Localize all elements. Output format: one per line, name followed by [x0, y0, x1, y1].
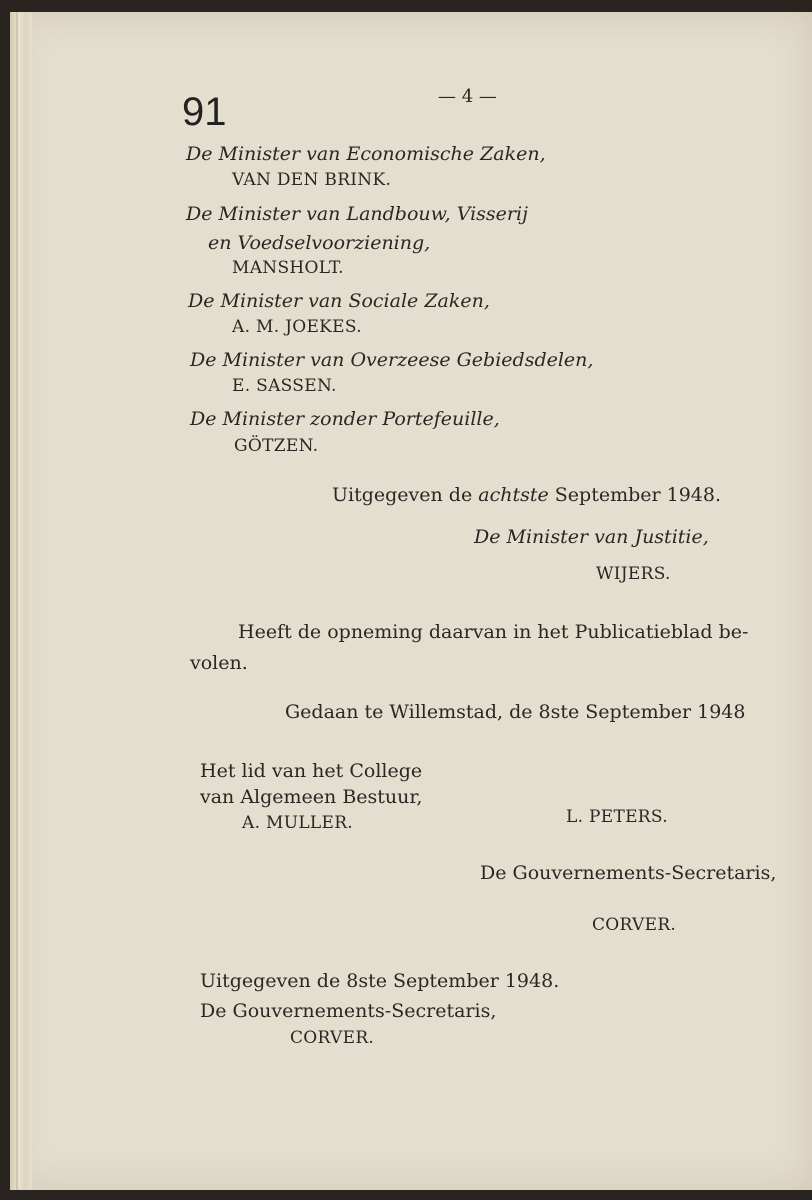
- minister-name-agriculture: MANSHOLT.: [232, 258, 344, 278]
- order-line-1: Heeft de opneming daarvan in het Publicatieblad be-: [238, 621, 749, 643]
- college-line-2: van Algemeen Bestuur,: [200, 786, 423, 808]
- issued-line: Uitgegeven de achtste September 1948.: [332, 484, 722, 506]
- done-at-line: Gedaan te Willemstad, de 8ste September 1948: [285, 701, 746, 723]
- minister-title-agriculture-cont: en Voedselvoorziening,: [208, 232, 431, 254]
- archive-number: 91: [182, 90, 227, 134]
- college-line-1: Het lid van het College: [200, 760, 423, 782]
- issued2-name: CORVER.: [290, 1028, 375, 1048]
- issued2-line-2: De Gouvernements-Secretaris,: [200, 1000, 497, 1022]
- minister-name-economic: VAN DEN BRINK.: [232, 170, 392, 190]
- minister-title-social: De Minister van Sociale Zaken,: [188, 290, 490, 312]
- minister-title-agriculture: De Minister van Landbouw, Visserij: [186, 203, 528, 225]
- college-name: A. MULLER.: [242, 813, 354, 833]
- second-signatory-name: L. PETERS.: [566, 807, 668, 827]
- minister-name-overseas: E. SASSEN.: [232, 376, 337, 396]
- order-line-2: volen.: [190, 652, 248, 674]
- minister-title-economic: De Minister van Economische Zaken,: [186, 143, 546, 165]
- minister-justice-title: De Minister van Justitie,: [474, 526, 709, 548]
- minister-title-without-portfolio: De Minister zonder Portefeuille,: [190, 408, 500, 430]
- page-binding-edge: [10, 12, 32, 1190]
- secretary-title: De Gouvernements-Secretaris,: [480, 862, 777, 884]
- minister-title-overseas: De Minister van Overzeese Gebiedsdelen,: [190, 349, 594, 371]
- minister-name-social: A. M. JOEKES.: [232, 317, 362, 337]
- minister-name-without-portfolio: GÖTZEN.: [234, 436, 319, 456]
- issued2-line-1: Uitgegeven de 8ste September 1948.: [200, 970, 560, 992]
- minister-justice-name: WIJERS.: [596, 564, 671, 584]
- secretary-name: CORVER.: [592, 915, 677, 935]
- page-marker: — 4 —: [438, 86, 497, 107]
